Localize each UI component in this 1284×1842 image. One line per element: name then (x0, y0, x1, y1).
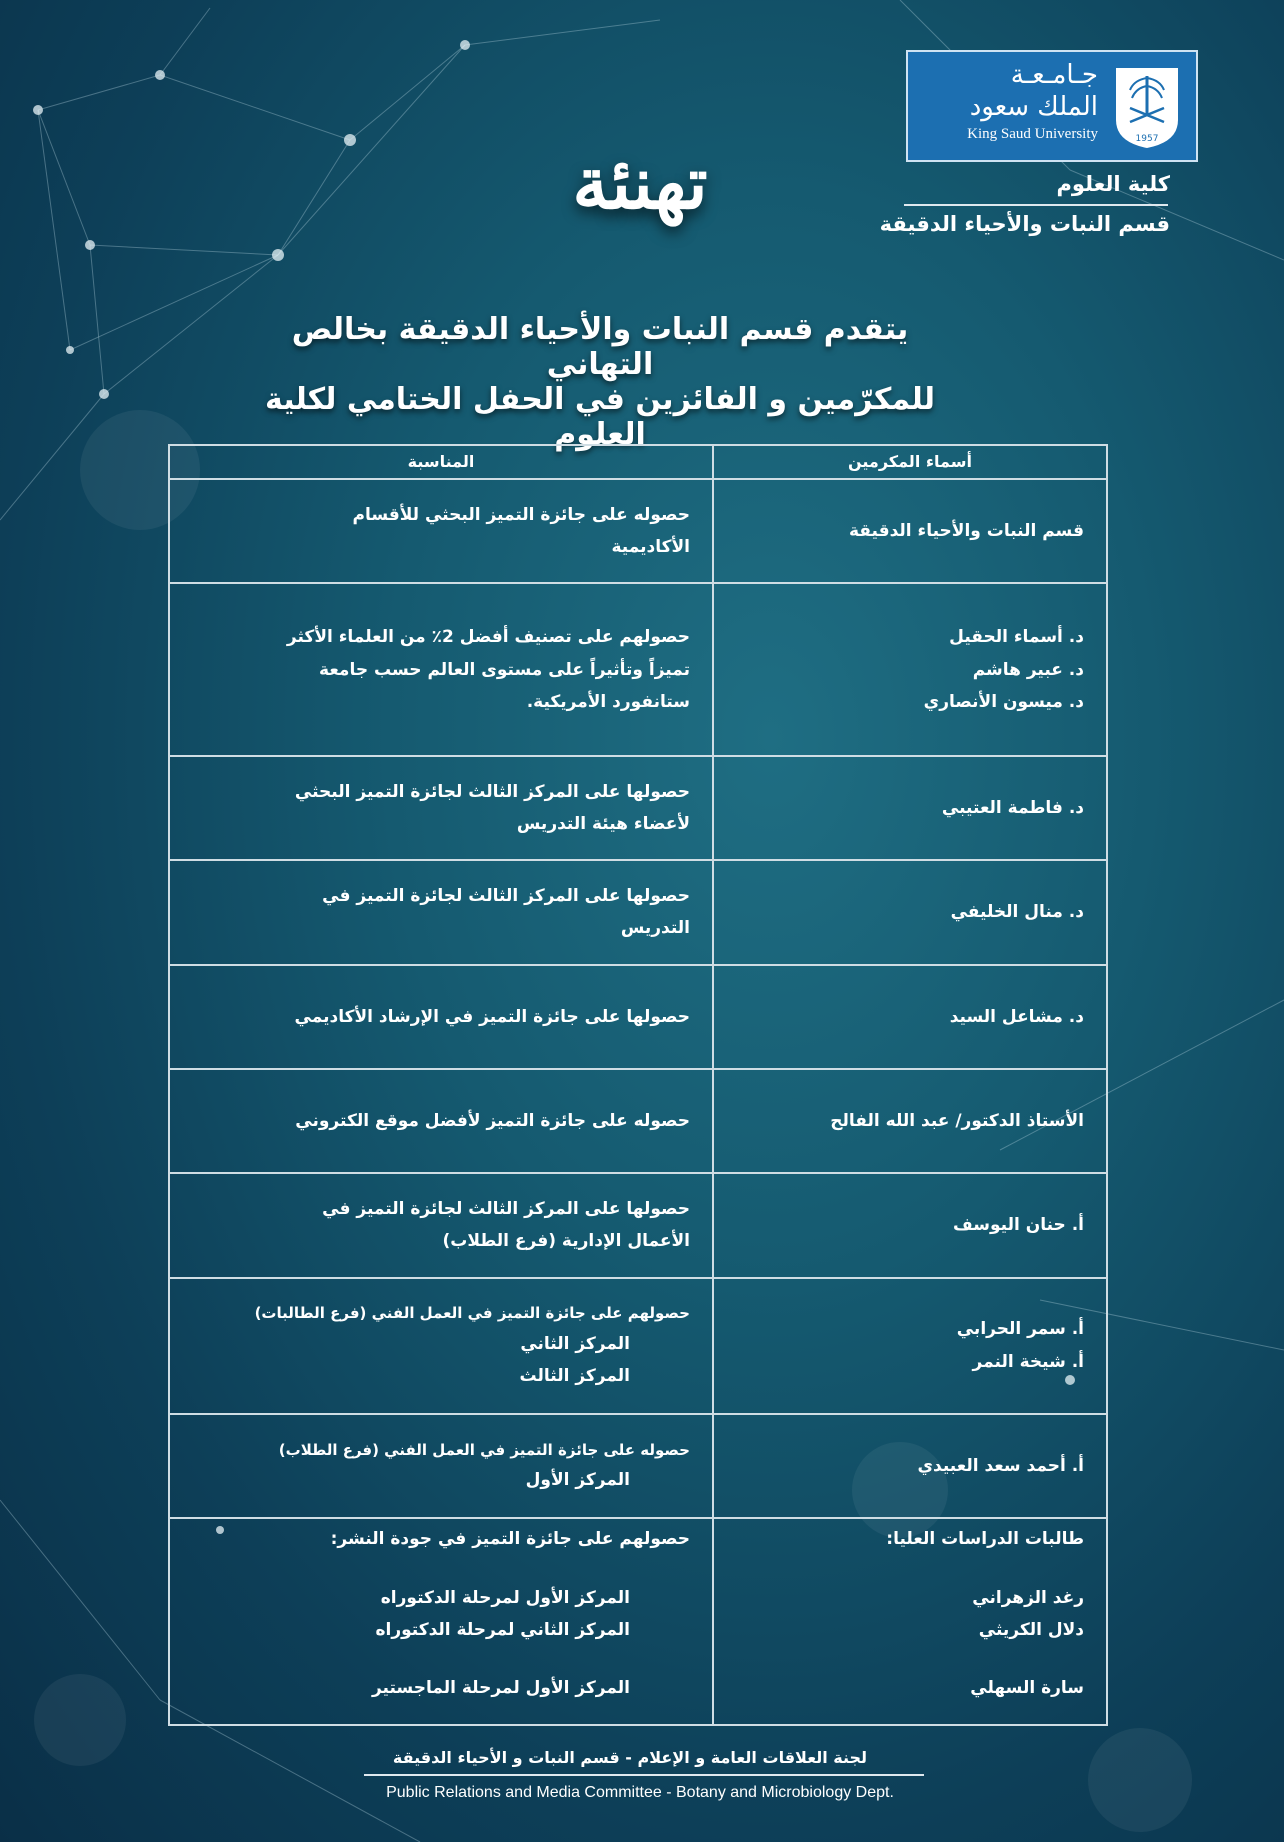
table-row (169, 1069, 1107, 1173)
honoree-name: أ. شيخة النمر (972, 1351, 1084, 1372)
occasion-text: حصوله على جائزة التميز لأفضل موقع الكتروني (295, 1110, 690, 1131)
university-emblem-icon (1112, 64, 1182, 150)
honoree-cell (713, 479, 1107, 583)
honoree-name: د. منال الخليفي (950, 902, 1084, 923)
occasion-text: المركز الثاني (520, 1333, 630, 1354)
table-row (169, 1278, 1107, 1414)
occasion-text: حصولها على المركز الثالث لجائزة التميز في (322, 1199, 690, 1220)
occasion-cell (169, 860, 713, 964)
university-logo (906, 50, 1198, 162)
occasion-text: المركز الأول لمرحلة الدكتوراه (380, 1587, 630, 1608)
department-name: قسم النبات والأحياء الدقيقة (879, 212, 1170, 236)
honoree-cell (713, 756, 1107, 860)
table-row (169, 479, 1107, 583)
occasion-cell (169, 1278, 713, 1414)
honoree-name: أ. أحمد سعد العبيدي (917, 1455, 1084, 1476)
honoree-cell (713, 1069, 1107, 1173)
occasion-text: المركز الأول (525, 1470, 630, 1491)
occasion-text: حصوله على جائزة التميز في العمل الفني (فرع الطلاب) (278, 1440, 690, 1459)
headline-congratulations: تهنئة (572, 140, 708, 225)
occasion-cell (169, 1518, 713, 1725)
logo-arabic-line2: الملك سعود (969, 92, 1098, 122)
honoree-name: أ. حنان اليوسف (953, 1215, 1084, 1236)
occasion-text: المركز الثالث (519, 1365, 630, 1386)
occasion-cell (169, 1173, 713, 1277)
column-header-names: أسماء المكرمين (713, 445, 1107, 479)
honoree-group-title: طالبات الدراسات العليا: (886, 1529, 1084, 1550)
occasion-text: المركز الثاني لمرحلة الدكتوراه (375, 1619, 630, 1640)
table-row (169, 583, 1107, 756)
occasion-text: الأعمال الإدارية (فرع الطلاب) (442, 1231, 690, 1252)
logo-year: 1957 (1135, 134, 1159, 144)
honoree-name: الأستاذ الدكتور/ عبد الله الفالح (830, 1110, 1084, 1131)
footer-english: Public Relations and Media Committee - Botany and Microbiology Dept. (386, 1784, 894, 1801)
honoree-name: د. أسماء الحقيل (949, 627, 1084, 648)
occasion-text: لأعضاء هيئة التدريس (516, 814, 690, 835)
honors-table (168, 444, 1108, 1726)
table-row (169, 1414, 1107, 1518)
logo-arabic-line1: جـامـعـة (1010, 60, 1098, 90)
honoree-name: د. عبير هاشم (972, 659, 1084, 680)
occasion-text: تميزاً وتأثيراً على مستوى العالم حسب جامعة (319, 659, 690, 680)
occasion-text: المركز الأول لمرحلة الماجستير (371, 1678, 630, 1699)
honoree-cell (713, 1414, 1107, 1518)
table-row (169, 965, 1107, 1069)
occasion-cell (169, 965, 713, 1069)
intro-line-1: يتقدم قسم النبات والأحياء الدقيقة بخالص التهاني (291, 312, 909, 382)
table-row (169, 1173, 1107, 1277)
honoree-cell (713, 1173, 1107, 1277)
honoree-cell (713, 965, 1107, 1069)
occasion-text: ستانفورد الأمريكية. (526, 691, 690, 712)
occasion-text: الأكاديمية (611, 537, 690, 558)
honoree-cell (713, 1518, 1107, 1725)
honoree-name: د. مشاعل السيد (949, 1006, 1084, 1027)
column-header-occasion: المناسبة (169, 445, 713, 479)
intro-line-2: للمكرّمين و الفائزين في الحفل الختامي لكلية العلوم (265, 382, 935, 452)
occasion-cell (169, 1414, 713, 1518)
table-row (169, 1518, 1107, 1725)
table-row (169, 860, 1107, 964)
honoree-cell (713, 860, 1107, 964)
occasion-title: حصولهم على جائزة التميز في جودة النشر: (330, 1529, 690, 1550)
honoree-name: أ. سمر الحرابي (956, 1319, 1084, 1340)
honoree-name: رغد الزهراني (972, 1587, 1084, 1608)
footer-divider (364, 1774, 924, 1776)
honoree-name: قسم النبات والأحياء الدقيقة (848, 521, 1084, 542)
logo-english-name: King Saud University (967, 126, 1098, 142)
occasion-text: التدريس (620, 918, 690, 939)
honoree-name: د. ميسون الأنصاري (923, 691, 1084, 712)
header-divider (904, 204, 1168, 206)
occasion-text: حصولهم على تصنيف أفضل 2٪ من العلماء الأكثر (286, 627, 690, 648)
occasion-text: حصولها على المركز الثالث لجائزة التميز البحثي (294, 781, 690, 802)
honoree-cell (713, 583, 1107, 756)
honoree-cell (713, 1278, 1107, 1414)
occasion-cell (169, 583, 713, 756)
occasion-text: حصوله على جائزة التميز البحثي للأقسام (352, 504, 690, 525)
honoree-name: دلال الكريثي (978, 1619, 1084, 1640)
occasion-title: حصولهم على جائزة التميز في العمل الفني (فرع الطالبات) (254, 1304, 690, 1323)
occasion-cell (169, 756, 713, 860)
occasion-text: حصولها على جائزة التميز في الإرشاد الأكاديمي (294, 1006, 690, 1027)
college-name: كلية العلوم (1056, 172, 1170, 196)
occasion-cell (169, 479, 713, 583)
occasion-text: حصولها على المركز الثالث لجائزة التميز في (322, 886, 690, 907)
occasion-cell (169, 1069, 713, 1173)
honoree-name: سارة السهلي (970, 1678, 1084, 1699)
footer-arabic: لجنة العلاقات العامة و الإعلام - قسم النبات و الأحياء الدقيقة (392, 1748, 868, 1767)
table-row (169, 756, 1107, 860)
honoree-name: د. فاطمة العتيبي (941, 797, 1084, 818)
